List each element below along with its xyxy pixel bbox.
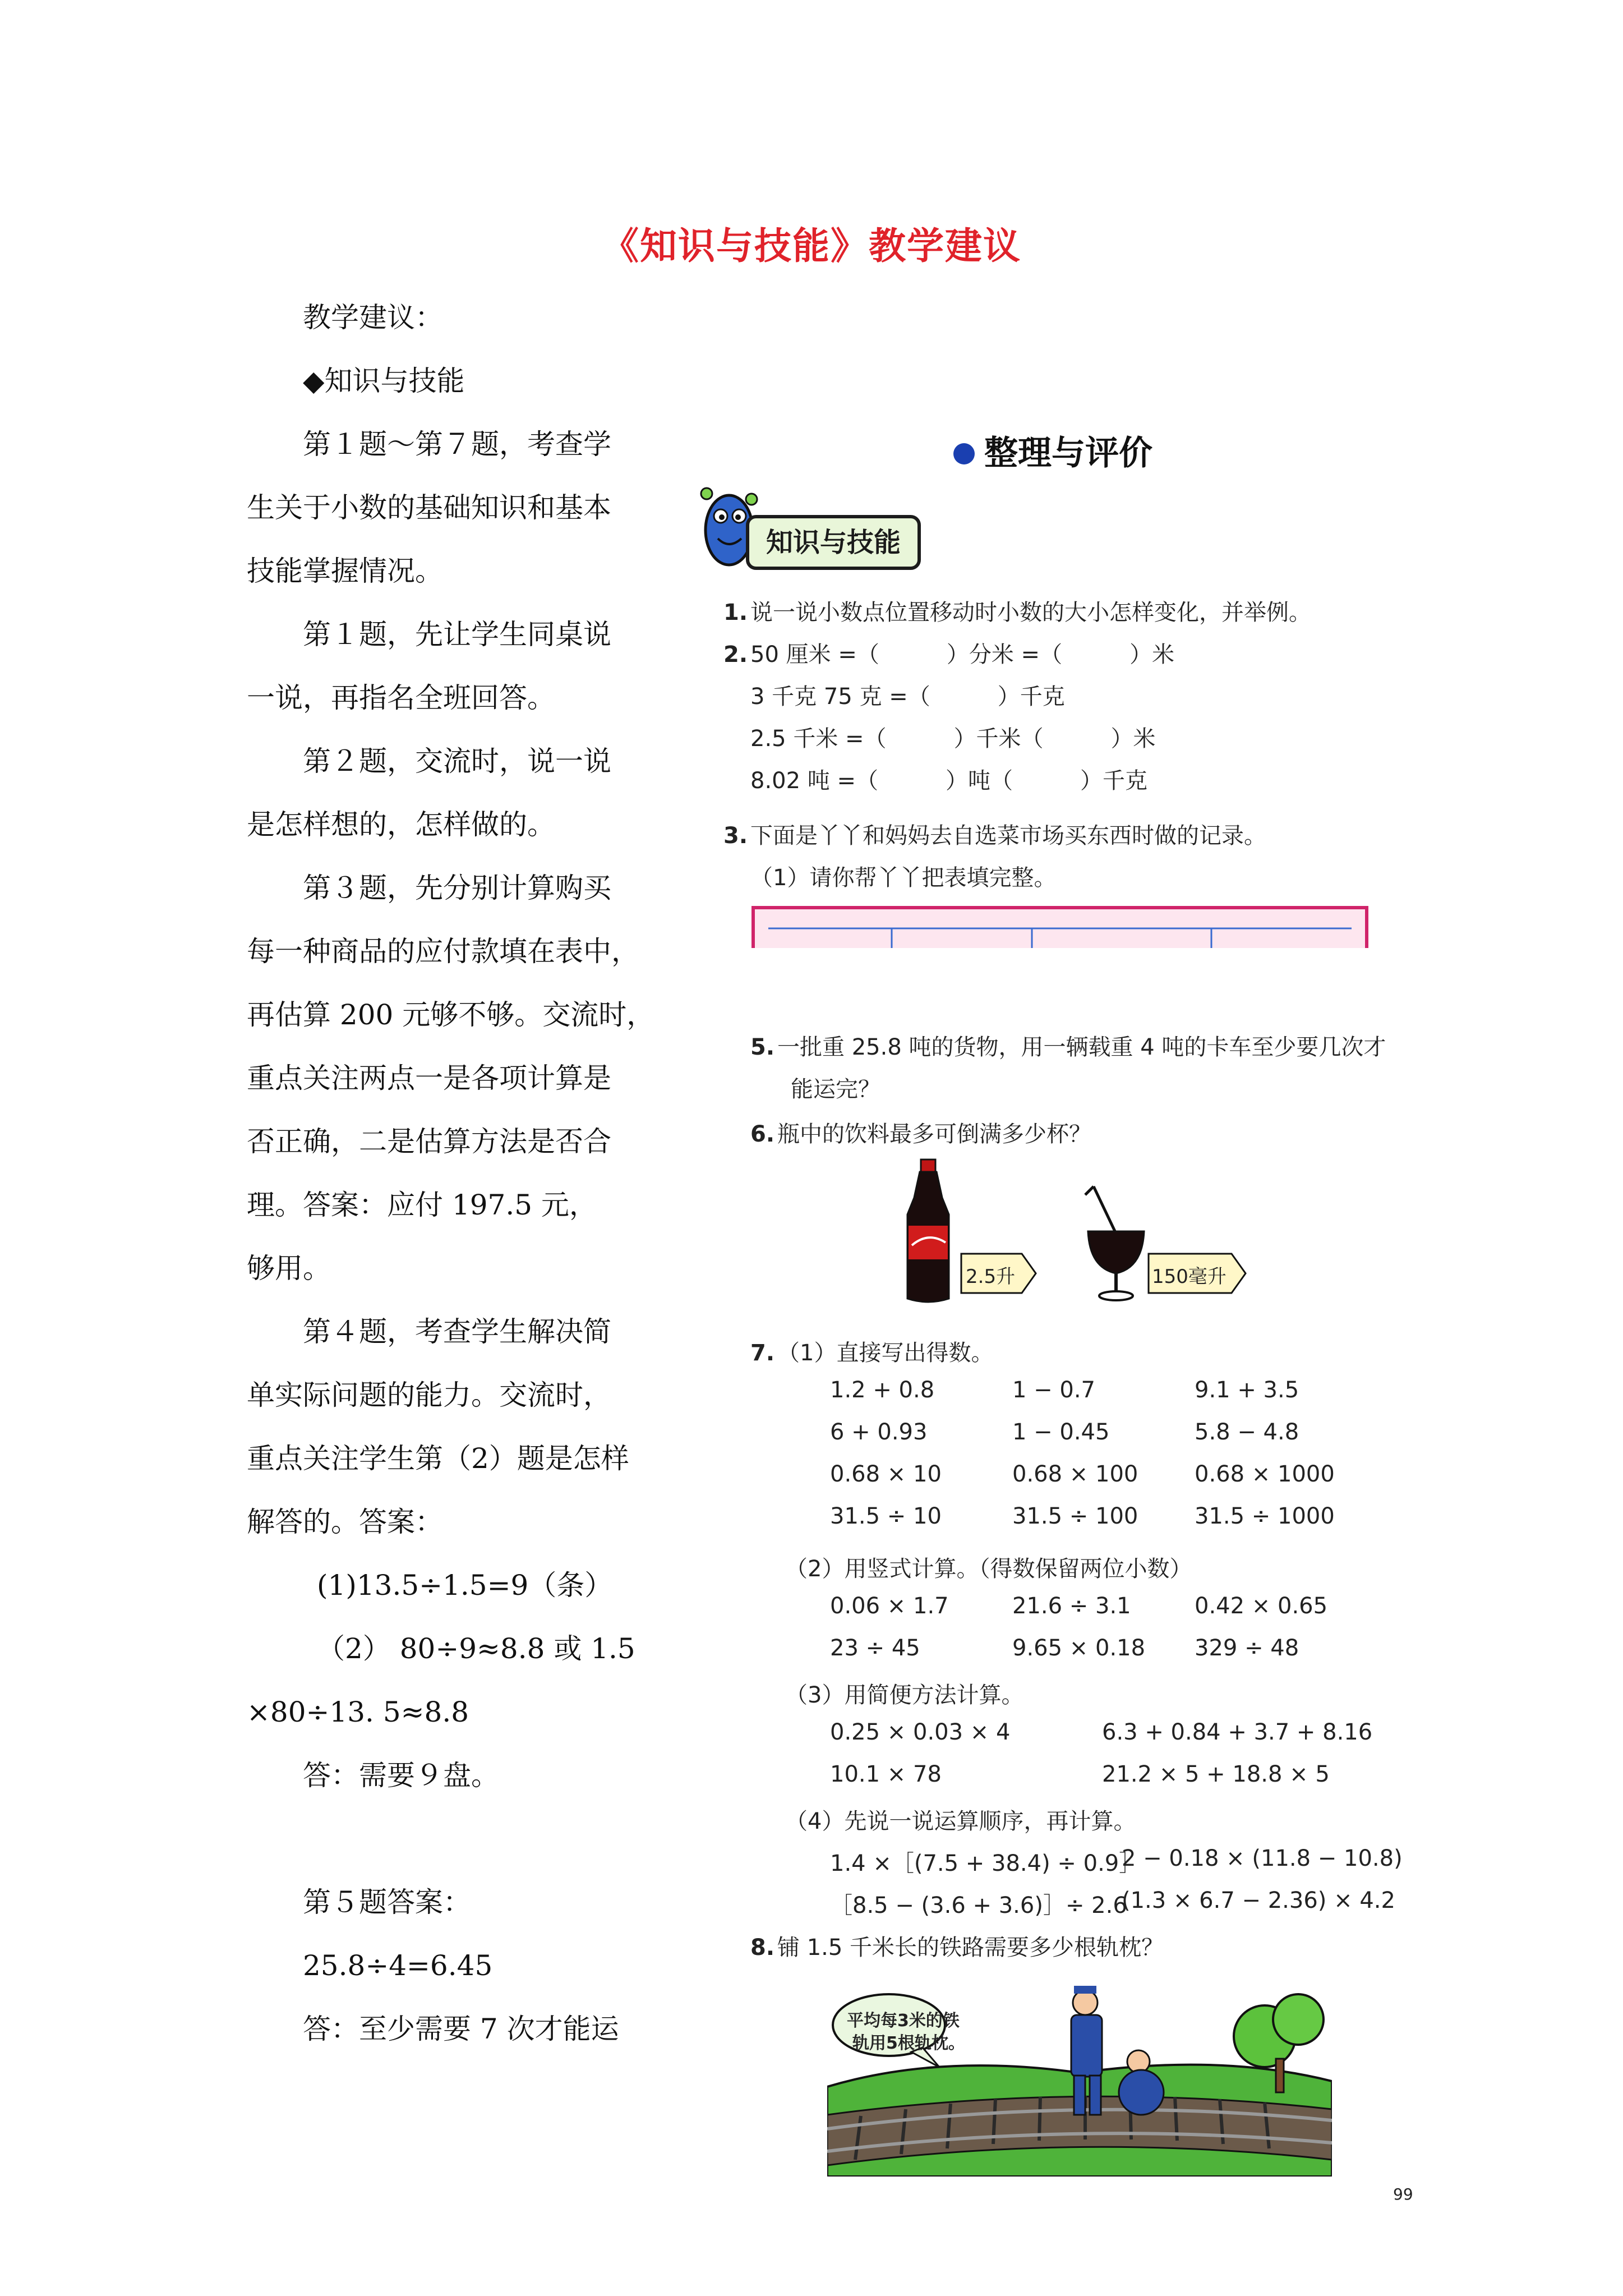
page-title: 《知识与技能》教学建议 <box>602 224 1021 268</box>
calc-item: (1.3 × 6.7 − 2.36) × 4.2 <box>1122 1888 1395 1913</box>
note-line: 第３题，先分别计算购买 <box>303 872 611 904</box>
note-line: 重点关注两点一是各项计算是 <box>247 1062 611 1094</box>
note-line: (1)13.5÷1.5=9（条） <box>317 1569 613 1602</box>
calc-item: 0.42 × 0.65 <box>1195 1593 1328 1619</box>
question-1: 1. 说一说小数点位置移动时小数的大小怎样变化，并举例。 <box>723 600 1311 625</box>
question-8: 8. 铺 1.5 千米长的铁路需要多少根轨枕？ <box>750 1935 1164 1961</box>
bottle-volume-label: 2.5升 <box>966 1266 1016 1288</box>
note-line: 25.8÷4=6.45 <box>303 1949 493 1982</box>
note-line: 生关于小数的基础知识和基本 <box>247 491 611 524</box>
note-line: 重点关注学生第（2）题是怎样 <box>247 1442 629 1475</box>
note-line: 单实际问题的能力。交流时， <box>247 1379 611 1411</box>
note-line: 够用。 <box>247 1252 331 1285</box>
question-7-sub: （4）先说一说运算顺序，再计算。 <box>785 1809 1136 1834</box>
calc-item: 9.65 × 0.18 <box>1012 1635 1146 1661</box>
skills-badge: 知识与技能 <box>746 515 921 570</box>
calc-item: 31.5 ÷ 100 <box>1012 1503 1138 1529</box>
note-line: 第１题，先让学生同桌说 <box>303 618 611 651</box>
note-line: 是怎样想的，怎样做的。 <box>247 808 555 841</box>
record-table-fragment <box>751 906 1368 948</box>
note-line: 技能掌握情况。 <box>247 555 443 587</box>
calc-item: 0.25 × 0.03 × 4 <box>830 1719 1011 1745</box>
calc-item: 21.6 ÷ 3.1 <box>1012 1593 1131 1619</box>
note-line: 每一种商品的应付款填在表中， <box>247 935 639 968</box>
calc-item: 329 ÷ 48 <box>1195 1635 1299 1661</box>
question-7-sub: （2）用竖式计算。（得数保留两位小数） <box>785 1556 1192 1582</box>
calc-item: 2 − 0.18 × (11.8 − 10.8) <box>1122 1846 1403 1871</box>
question-2-line: 2.5 千米 =（ ）千米（ ）米 <box>750 726 1156 752</box>
question-5-line: 能运完？ <box>791 1076 880 1102</box>
calc-item: 1.2 + 0.8 <box>830 1377 935 1403</box>
note-line: 第１题～第７题，考查学 <box>303 428 611 461</box>
calc-item: 1 − 0.7 <box>1012 1377 1096 1403</box>
calc-item: 1 − 0.45 <box>1012 1419 1110 1445</box>
question-7: 7. （1）直接写出得数。 <box>750 1340 994 1366</box>
calc-item: 0.68 × 100 <box>1012 1461 1138 1487</box>
calc-item: 9.1 + 3.5 <box>1195 1377 1299 1403</box>
question-7-sub: （3）用简便方法计算。 <box>785 1682 1024 1708</box>
note-line: 一说，再指名全班回答。 <box>247 682 555 714</box>
calc-item: 10.1 × 78 <box>830 1761 942 1787</box>
note-line: ◆知识与技能 <box>303 365 465 397</box>
calc-item: 6.3 + 0.84 + 3.7 + 8.16 <box>1102 1719 1373 1745</box>
calc-item: 23 ÷ 45 <box>830 1635 920 1661</box>
calc-item: 31.5 ÷ 1000 <box>1195 1503 1335 1529</box>
question-5: 5. 一批重 25.8 吨的货物，用一辆载重 4 吨的卡车至少要几次才 <box>750 1034 1386 1060</box>
section-title: 整理与评价 <box>984 434 1152 473</box>
note-line: 再估算 200 元够不够。交流时， <box>247 999 655 1031</box>
question-6: 6. 瓶中的饮料最多可倒满多少杯？ <box>750 1121 1091 1147</box>
note-line: 理。答案：应付 197.5 元， <box>247 1189 597 1221</box>
teaching-notes <box>247 286 673 2061</box>
railway-illustration <box>827 1969 1332 2177</box>
page-number: 99 <box>1393 2185 1413 2203</box>
bottle-icon <box>903 1158 953 1304</box>
question-2-line: 8.02 吨 =（ ）吨（ ）千克 <box>750 768 1148 794</box>
cup-volume-label: 150毫升 <box>1152 1266 1227 1288</box>
calc-item: 5.8 − 4.8 <box>1195 1419 1299 1445</box>
question-3: 3. 下面是丫丫和妈妈去自选菜市场买东西时做的记录。 <box>723 823 1266 849</box>
speech-bubble-line: 轨用5根轨枕。 <box>852 2033 965 2053</box>
calc-item: 31.5 ÷ 10 <box>830 1503 942 1529</box>
calc-item: 6 + 0.93 <box>830 1419 928 1445</box>
calc-item: 21.2 × 5 + 18.8 × 5 <box>1102 1761 1330 1787</box>
calc-item: 1.4 ×［(7.5 + 38.4) ÷ 0.9］ <box>830 1851 1142 1876</box>
note-line: 第５题答案： <box>303 1886 471 1918</box>
note-line: ×80÷13. 5≈8.8 <box>247 1696 469 1728</box>
note-line: 教学建议： <box>303 301 443 334</box>
section-bullet-icon <box>953 443 975 464</box>
note-line: 答：需要９盘。 <box>303 1759 499 1792</box>
question-3-sub: （1）请你帮丫丫把表填完整。 <box>750 865 1057 891</box>
question-2: 2. 50 厘米 =（ ）分米 =（ ）米 <box>723 642 1175 668</box>
calc-item: 0.68 × 10 <box>830 1461 942 1487</box>
calc-item: ［8.5 − (3.6 + 3.6)］÷ 2.6 <box>830 1893 1127 1918</box>
note-line: 解答的。答案： <box>247 1506 443 1538</box>
note-line: 否正确，二是估算方法是否合 <box>247 1125 611 1158</box>
note-line: 答：至少需要 7 次才能运 <box>303 2013 619 2045</box>
question-2-line: 3 千克 75 克 =（ ）千克 <box>750 684 1065 710</box>
note-line: 第４题，考查学生解决简 <box>303 1315 611 1348</box>
calc-item: 0.68 × 1000 <box>1195 1461 1335 1487</box>
cup-icon <box>1080 1184 1152 1304</box>
note-line: （2） 80÷9≈8.8 或 1.5 <box>317 1632 635 1665</box>
note-line: 第２题，交流时，说一说 <box>303 745 611 777</box>
speech-bubble-line: 平均每3米的铁 <box>847 2011 960 2031</box>
calc-item: 0.06 × 1.7 <box>830 1593 949 1619</box>
